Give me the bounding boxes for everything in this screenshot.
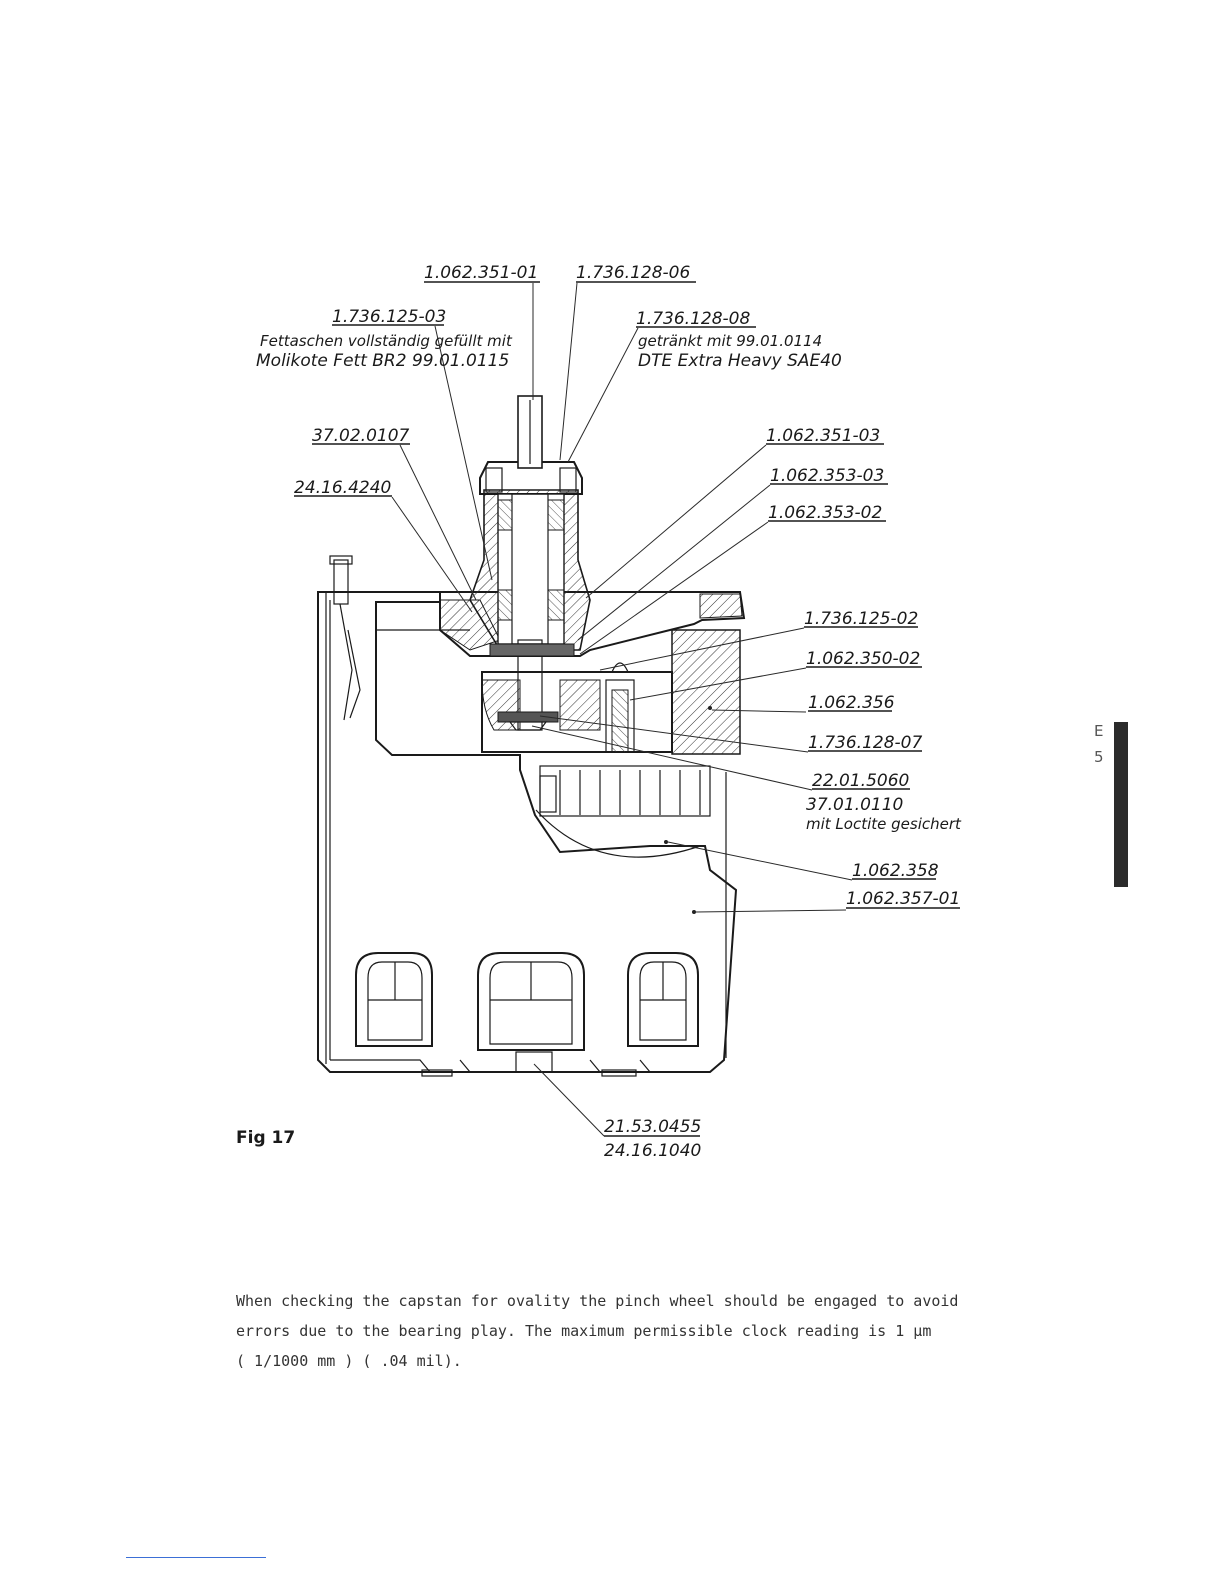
callout-1736-125-03: 1.736.125-03 bbox=[332, 307, 447, 327]
callout-note-loctite: mit Loctite gesichert bbox=[806, 815, 961, 833]
callout-1736-128-06: 1.736.128-06 bbox=[576, 263, 691, 283]
callout-1062-358: 1.062.358 bbox=[852, 861, 939, 881]
callout-1062-350-02: 1.062.350-02 bbox=[806, 649, 921, 669]
section-letter: E bbox=[1094, 722, 1104, 740]
footer-rule bbox=[126, 1557, 266, 1558]
guide-pin bbox=[334, 560, 348, 604]
callout-note-grease-pockets: Fettaschen vollständig gefüllt mit bbox=[260, 332, 512, 350]
callout-note-oil-grade: DTE Extra Heavy SAE40 bbox=[638, 351, 842, 371]
caption-line: ( 1/1000 mm ) ( .04 mil). bbox=[236, 1352, 462, 1370]
callout-note-molikote: Molikote Fett BR2 99.01.0115 bbox=[256, 351, 510, 371]
callout-22-01-5060: 22.01.5060 bbox=[812, 771, 910, 791]
callout-1736-128-07: 1.736.128-07 bbox=[808, 733, 923, 753]
motor-windings bbox=[536, 766, 710, 914]
callout-1062-356: 1.062.356 bbox=[808, 693, 895, 713]
section-marker-bar bbox=[1114, 722, 1128, 887]
callout-1062-351-03: 1.062.351-03 bbox=[766, 426, 881, 446]
callout-1062-353-02: 1.062.353-02 bbox=[768, 503, 883, 523]
section-number: 5 bbox=[1094, 748, 1104, 766]
caption-line: When checking the capstan for ovality the pinch wheel should be engaged to avoid bbox=[236, 1292, 959, 1310]
callout-1736-128-08: 1.736.128-08 bbox=[636, 309, 751, 329]
callout-1062-351-01: 1.062.351-01 bbox=[424, 263, 539, 283]
callout-21-53-0455: 21.53.0455 bbox=[604, 1117, 702, 1137]
callout-24-16-4240: 24.16.4240 bbox=[294, 478, 392, 498]
section-tab bbox=[1094, 722, 1134, 892]
callout-labels bbox=[256, 263, 962, 1161]
callout-note-impregnated: getränkt mit 99.01.0114 bbox=[638, 332, 823, 350]
coil-windows bbox=[356, 953, 698, 1050]
callout-37-01-0110: 37.01.0110 bbox=[806, 795, 904, 815]
callout-1062-357-01: 1.062.357-01 bbox=[846, 889, 961, 909]
callout-37-02-0107: 37.02.0107 bbox=[312, 426, 410, 446]
caption-line: errors due to the bearing play. The maximum permissible clock reading is 1 µm bbox=[236, 1322, 932, 1340]
figure-caption bbox=[236, 1286, 976, 1376]
bottom-screw bbox=[516, 1052, 552, 1072]
callout-1062-353-03: 1.062.353-03 bbox=[770, 466, 885, 486]
callout-1736-125-02: 1.736.125-02 bbox=[804, 609, 919, 629]
figure-label: Fig 17 bbox=[236, 1128, 296, 1148]
callout-24-16-1040: 24.16.1040 bbox=[604, 1141, 702, 1161]
